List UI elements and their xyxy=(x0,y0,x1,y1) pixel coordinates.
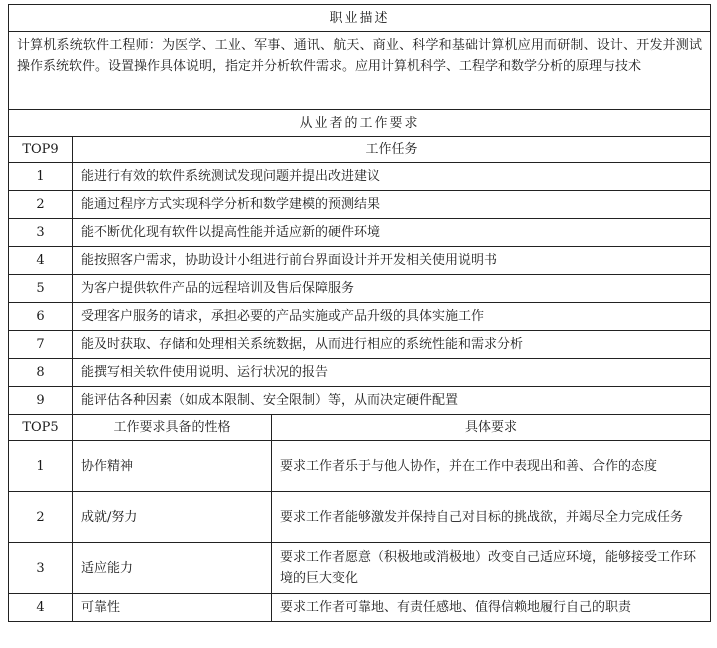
task-text: 受理客户服务的请求，承担必要的产品实施或产品升级的具体实施工作 xyxy=(73,303,711,331)
trait-name: 协作精神 xyxy=(73,441,272,492)
tasks-header-row xyxy=(9,137,711,163)
trait-name: 成就/努力 xyxy=(73,492,272,543)
task-row xyxy=(9,191,711,219)
task-text: 能撰写相关软件使用说明、运行状况的报告 xyxy=(73,359,711,387)
occupation-description-row xyxy=(9,32,711,110)
traits-rank-header: TOP5 xyxy=(9,415,73,441)
task-number: 2 xyxy=(9,191,73,219)
trait-row xyxy=(9,543,711,594)
task-number: 8 xyxy=(9,359,73,387)
trait-number: 1 xyxy=(9,441,73,492)
trait-row xyxy=(9,441,711,492)
task-row xyxy=(9,303,711,331)
requirements-title-row xyxy=(9,110,711,137)
trait-number: 3 xyxy=(9,543,73,594)
task-row xyxy=(9,247,711,275)
trait-number: 4 xyxy=(9,594,73,622)
trait-detail: 要求工作者可靠地、有责任感地、值得信赖地履行自己的职责 xyxy=(272,594,711,622)
trait-detail: 要求工作者乐于与他人协作，并在工作中表现出和善、合作的态度 xyxy=(272,441,711,492)
task-number: 3 xyxy=(9,219,73,247)
task-number: 9 xyxy=(9,387,73,415)
trait-name: 可靠性 xyxy=(73,594,272,622)
task-text: 能及时获取、存储和处理相关系统数据，从而进行相应的系统性能和需求分析 xyxy=(73,331,711,359)
task-row xyxy=(9,275,711,303)
task-text: 能不断优化现有软件以提高性能并适应新的硬件环境 xyxy=(73,219,711,247)
task-number: 4 xyxy=(9,247,73,275)
trait-name: 适应能力 xyxy=(73,543,272,594)
task-row xyxy=(9,387,711,415)
traits-header-row xyxy=(9,415,711,441)
requirements-section-title: 从业者的工作要求 xyxy=(9,110,711,137)
occupation-description: 计算机系统软件工程师：为医学、工业、军事、通讯、航天、商业、科学和基础计算机应用而研制、设计、开发并测试操作系统软件。设置操作具体说明，指定并分析软件需求。应用计算机科学、工程学和数学分析的原理与技术 xyxy=(9,32,711,110)
task-number: 5 xyxy=(9,275,73,303)
task-text: 能通过程序方式实现科学分析和数学建模的预测结果 xyxy=(73,191,711,219)
trait-row xyxy=(9,492,711,543)
occupation-title-row xyxy=(9,5,711,32)
trait-detail: 要求工作者愿意（积极地或消极地）改变自己适应环境，能够接受工作环境的巨大变化 xyxy=(272,543,711,594)
traits-trait-header: 工作要求具备的性格 xyxy=(73,415,272,441)
trait-number: 2 xyxy=(9,492,73,543)
task-row xyxy=(9,331,711,359)
trait-row xyxy=(9,594,711,622)
task-text: 为客户提供软件产品的远程培训及售后保障服务 xyxy=(73,275,711,303)
job-description-sheet xyxy=(8,4,710,622)
tasks-rank-header: TOP9 xyxy=(9,137,73,163)
task-row xyxy=(9,163,711,191)
occupation-section-title: 职业描述 xyxy=(9,5,711,32)
task-row xyxy=(9,219,711,247)
task-text: 能进行有效的软件系统测试发现问题并提出改进建议 xyxy=(73,163,711,191)
task-number: 6 xyxy=(9,303,73,331)
task-text: 能按照客户需求，协助设计小组进行前台界面设计并开发相关使用说明书 xyxy=(73,247,711,275)
task-row xyxy=(9,359,711,387)
task-number: 7 xyxy=(9,331,73,359)
trait-detail: 要求工作者能够激发并保持自己对目标的挑战欲，并竭尽全力完成任务 xyxy=(272,492,711,543)
tasks-label-header: 工作任务 xyxy=(73,137,711,163)
task-text: 能评估各种因素（如成本限制、安全限制）等，从而决定硬件配置 xyxy=(73,387,711,415)
traits-detail-header: 具体要求 xyxy=(272,415,711,441)
task-number: 1 xyxy=(9,163,73,191)
job-requirements-table xyxy=(8,4,711,622)
